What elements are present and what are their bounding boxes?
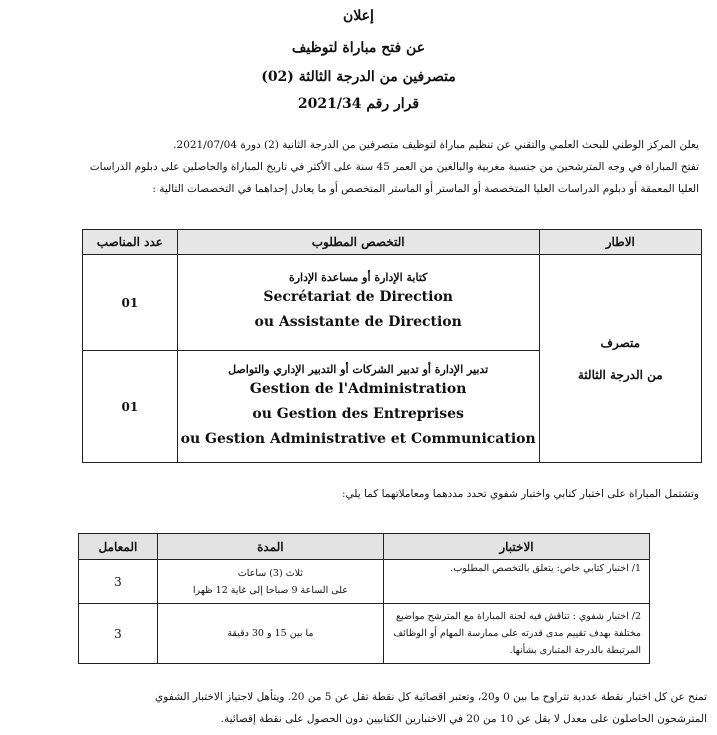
exam-description-line-1: 2/ اختبار شفوي : تناقش فيه لجنة المباراة مع المترشح مواضيع [395,611,641,622]
frame-cell [539,255,701,463]
specialty-arabic: كتابة الإدارة أو مساعدة الإدارة [288,271,428,284]
table-row [79,604,650,664]
footer-paragraph-2: المترشحون الحاصلون على معدل لا يقل عن 10 من 20 في الاختبارين الكتابيين دون الحصول على نقطة إقصائية. [220,713,707,725]
duration-line-1: ثلاث (3) ساعات [237,567,303,579]
specialty-arabic: تدبير الإدارة أو تدبير الشركات أو التدبير الإداري والتواصل [228,362,489,376]
coefficient-value: 3 [79,604,158,664]
exam-description-line-3: المرتبطة بالدرجة المتبارى بشأنها. [509,645,641,656]
exam-description-line-2: مختلفة بهدف تقييم مدى قدرته على ممارسة المهام أو الوظائف [393,628,641,639]
specialty-french-3: ou Gestion Administrative et Communication [180,430,536,447]
specialty-cell [177,351,539,463]
position-count: 01 [83,351,178,463]
duration-line-2: على الساعة 9 صباحا إلى غاية 12 ظهرا [192,584,348,596]
announcement-subtitle: عن فتح مباراة لتوظيف [291,40,426,56]
exam-cell [383,604,649,664]
coefficient-value: 3 [79,560,158,604]
exam-description: 1/ اختبار كتابي خاص: يتعلق بالتخصص المطلوب. [450,563,641,574]
header-duration: المدة [157,534,383,560]
header-frame: الاطار [539,230,701,255]
frame-grade: من الدرجة الثالثة [577,367,663,382]
decision-number: قرار رقم 2021/34 [297,96,420,112]
duration-line: ما بين 15 و 30 دقيقة [227,628,314,639]
exams-table [78,533,650,664]
specialty-french-2: ou Assistante de Direction [254,314,462,330]
exam-cell [383,560,649,604]
header-positions: عدد المناصب [83,230,178,255]
header-exam: الاختبار [383,534,649,560]
duration-cell [157,604,383,664]
intro-paragraph-2: تفتح المباراة في وجه المترشحين من جنسية مغربية والبالغين من العمر 45 سنة على الأكثر في تاريخ المباراة والحاصلين على دبلوم الدراسات [89,161,699,173]
specialty-cell [177,255,539,351]
table-row [79,560,650,604]
header-specialty: التخصص المطلوب [177,230,539,255]
exam-intro-text: وتشتمل المباراة على اختبار كتابي واختبار شفوي تحدد مددهما ومعاملاتهما كما يلي: [341,488,699,500]
footer-paragraph-1: تمنح عن كل اختبار نقطة عددية تتراوح ما بين 0 و20، وتعتبر اقصائية كل نقطة تقل عن 5 من 20. ويتأهل لاجتياز الاختبار الشفوي [155,691,707,703]
intro-paragraph-1: يعلن المركز الوطني للبحث العلمي والتقني عن تنظيم مباراة لتوظيف متصرفين من الدرجة الثانية (2) دورة 2021/07/04. [173,139,699,151]
announcement-title: إعلان [343,8,374,24]
specialty-french-1: Secrétariat de Direction [263,289,453,305]
specialty-french-2: ou Gestion des Entreprises [252,405,464,422]
table-row [83,255,702,351]
frame-title: متصرف [600,335,641,350]
positions-table [82,229,702,463]
header-coefficient: المعامل [79,534,158,560]
intro-paragraph-3: العليا المعمقة أو دبلوم الدراسات العليا المتخصصة أو الماستر أو الماستر المتخصص أو ما يعادل إحداهما في التخصصات التالية : [152,183,699,195]
announcement-position-line: متصرفين من الدرجة الثالثة (02) [261,69,456,85]
specialty-french-1: Gestion de l'Administration [249,380,467,397]
position-count: 01 [83,255,178,351]
duration-cell [157,560,383,604]
